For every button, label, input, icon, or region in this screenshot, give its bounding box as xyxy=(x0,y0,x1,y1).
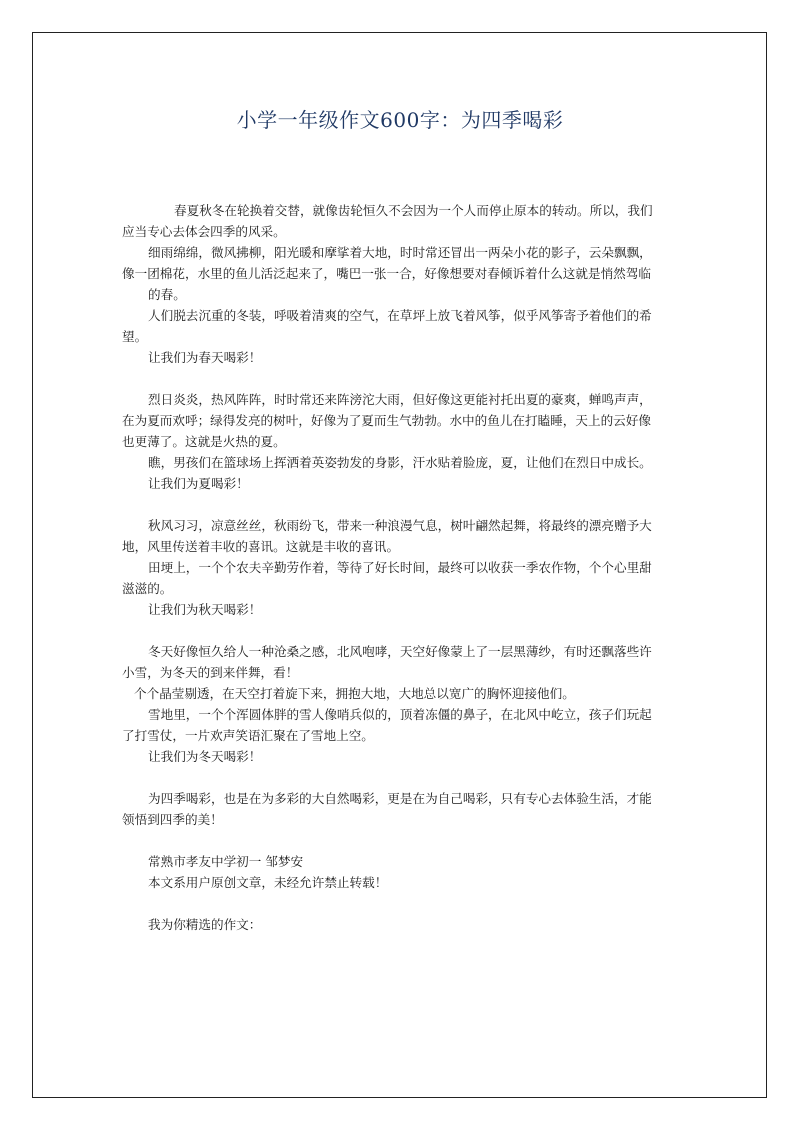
spring-line-7: 望。 xyxy=(122,329,148,344)
summer-line-4: 瞧，男孩们在篮球场上挥洒着英姿勃发的身影，汗水贴着脸庞，夏，让他们在烈日中成长。 xyxy=(148,455,652,470)
autumn-line-4: 滋滋的。 xyxy=(122,581,173,596)
summer-line-2: 在为夏而欢呼；绿得发亮的树叶，好像为了夏而生气勃勃。水中的鱼儿在打瞌睡，天上的云好像 xyxy=(122,413,651,428)
spring-cheer: 让我们为春天喝彩！ xyxy=(148,350,262,365)
summer-cheer: 让我们为夏喝彩！ xyxy=(148,476,249,491)
autumn-cheer: 让我们为秋天喝彩！ xyxy=(148,602,262,617)
paragraph-gap xyxy=(122,893,678,914)
spring-line-3: 细雨绵绵，微风拂柳，阳光暖和摩挲着大地，时时常还冒出一两朵小花的影子，云朵飘飘， xyxy=(148,245,652,260)
conclusion-line-1: 为四季喝彩，也是在为多彩的大自然喝彩，更是在为自己喝彩，只有专心去体验生活，才能 xyxy=(148,791,652,806)
paragraph-gap xyxy=(122,830,678,851)
winter-cheer: 让我们为冬天喝彩！ xyxy=(148,749,262,764)
paragraph-gap xyxy=(122,368,678,389)
summer-line-3: 也更薄了。这就是火热的夏。 xyxy=(122,434,286,449)
winter-line-3: 个个晶莹剔透，在天空打着旋下来，拥抱大地，大地总以宽广的胸怀迎接他们。 xyxy=(134,686,575,701)
spring-line-6: 人们脱去沉重的冬装，呼吸着清爽的空气，在草坪上放飞着风筝，似乎风筝寄予着他们的希 xyxy=(148,308,652,323)
copyright-notice: 本文系用户原创文章，未经允许禁止转载！ xyxy=(148,875,388,890)
conclusion-line-2: 领悟到四季的美！ xyxy=(122,812,223,827)
spring-line-5: 的春。 xyxy=(148,287,186,302)
autumn-line-1: 秋风习习，凉意丝丝，秋雨纷飞，带来一种浪漫气息，树叶翩然起舞，将最终的漂亮赠予大 xyxy=(148,518,652,533)
autumn-line-2: 地，风里传送着丰收的喜讯。这就是丰收的喜讯。 xyxy=(122,539,400,554)
winter-line-4: 雪地里，一个个浑圆体胖的雪人像哨兵似的，顶着冻僵的鼻子，在北风中屹立，孩子们玩起 xyxy=(148,707,652,722)
spring-line-1: 春夏秋冬在轮换着交替，就像齿轮恒久不会因为一个人而停止原本的转动。所以，我们 xyxy=(174,203,653,218)
winter-line-5: 了打雪仗，一片欢声笑语汇聚在了雪地上空。 xyxy=(122,728,374,743)
spring-line-4: 像一团棉花，水里的鱼儿活泛起来了，嘴巴一张一合，好像想要对春倾诉着什么这就是悄然驾临 xyxy=(122,266,651,281)
winter-line-1: 冬天好像恒久给人一种沧桑之感，北风咆哮，天空好像蒙上了一层黑薄纱，有时还飘落些许 xyxy=(148,644,652,659)
paragraph-gap xyxy=(122,620,678,641)
selected-essays-label: 我为你精选的作文： xyxy=(148,917,262,932)
winter-line-2: 小雪，为冬天的到来伴舞，看！ xyxy=(122,665,299,680)
spring-line-2: 应当专心去体会四季的风采。 xyxy=(122,224,286,239)
author-line: 常熟市孝友中学初一 邹梦安 xyxy=(148,854,304,869)
summer-line-1: 烈日炎炎，热风阵阵，时时常还来阵滂沱大雨，但好像这更能衬托出夏的豪爽，蝉鸣声声， xyxy=(148,392,652,407)
essay-body xyxy=(122,200,678,935)
document-title: 小学一年级作文600字：为四季喝彩 xyxy=(236,108,564,132)
paragraph-gap xyxy=(122,767,678,788)
paragraph-gap xyxy=(122,494,678,515)
autumn-line-3: 田埂上，一个个农夫辛勤劳作着，等待了好长时间，最终可以收获一季农作物，个个心里甜 xyxy=(148,560,652,575)
